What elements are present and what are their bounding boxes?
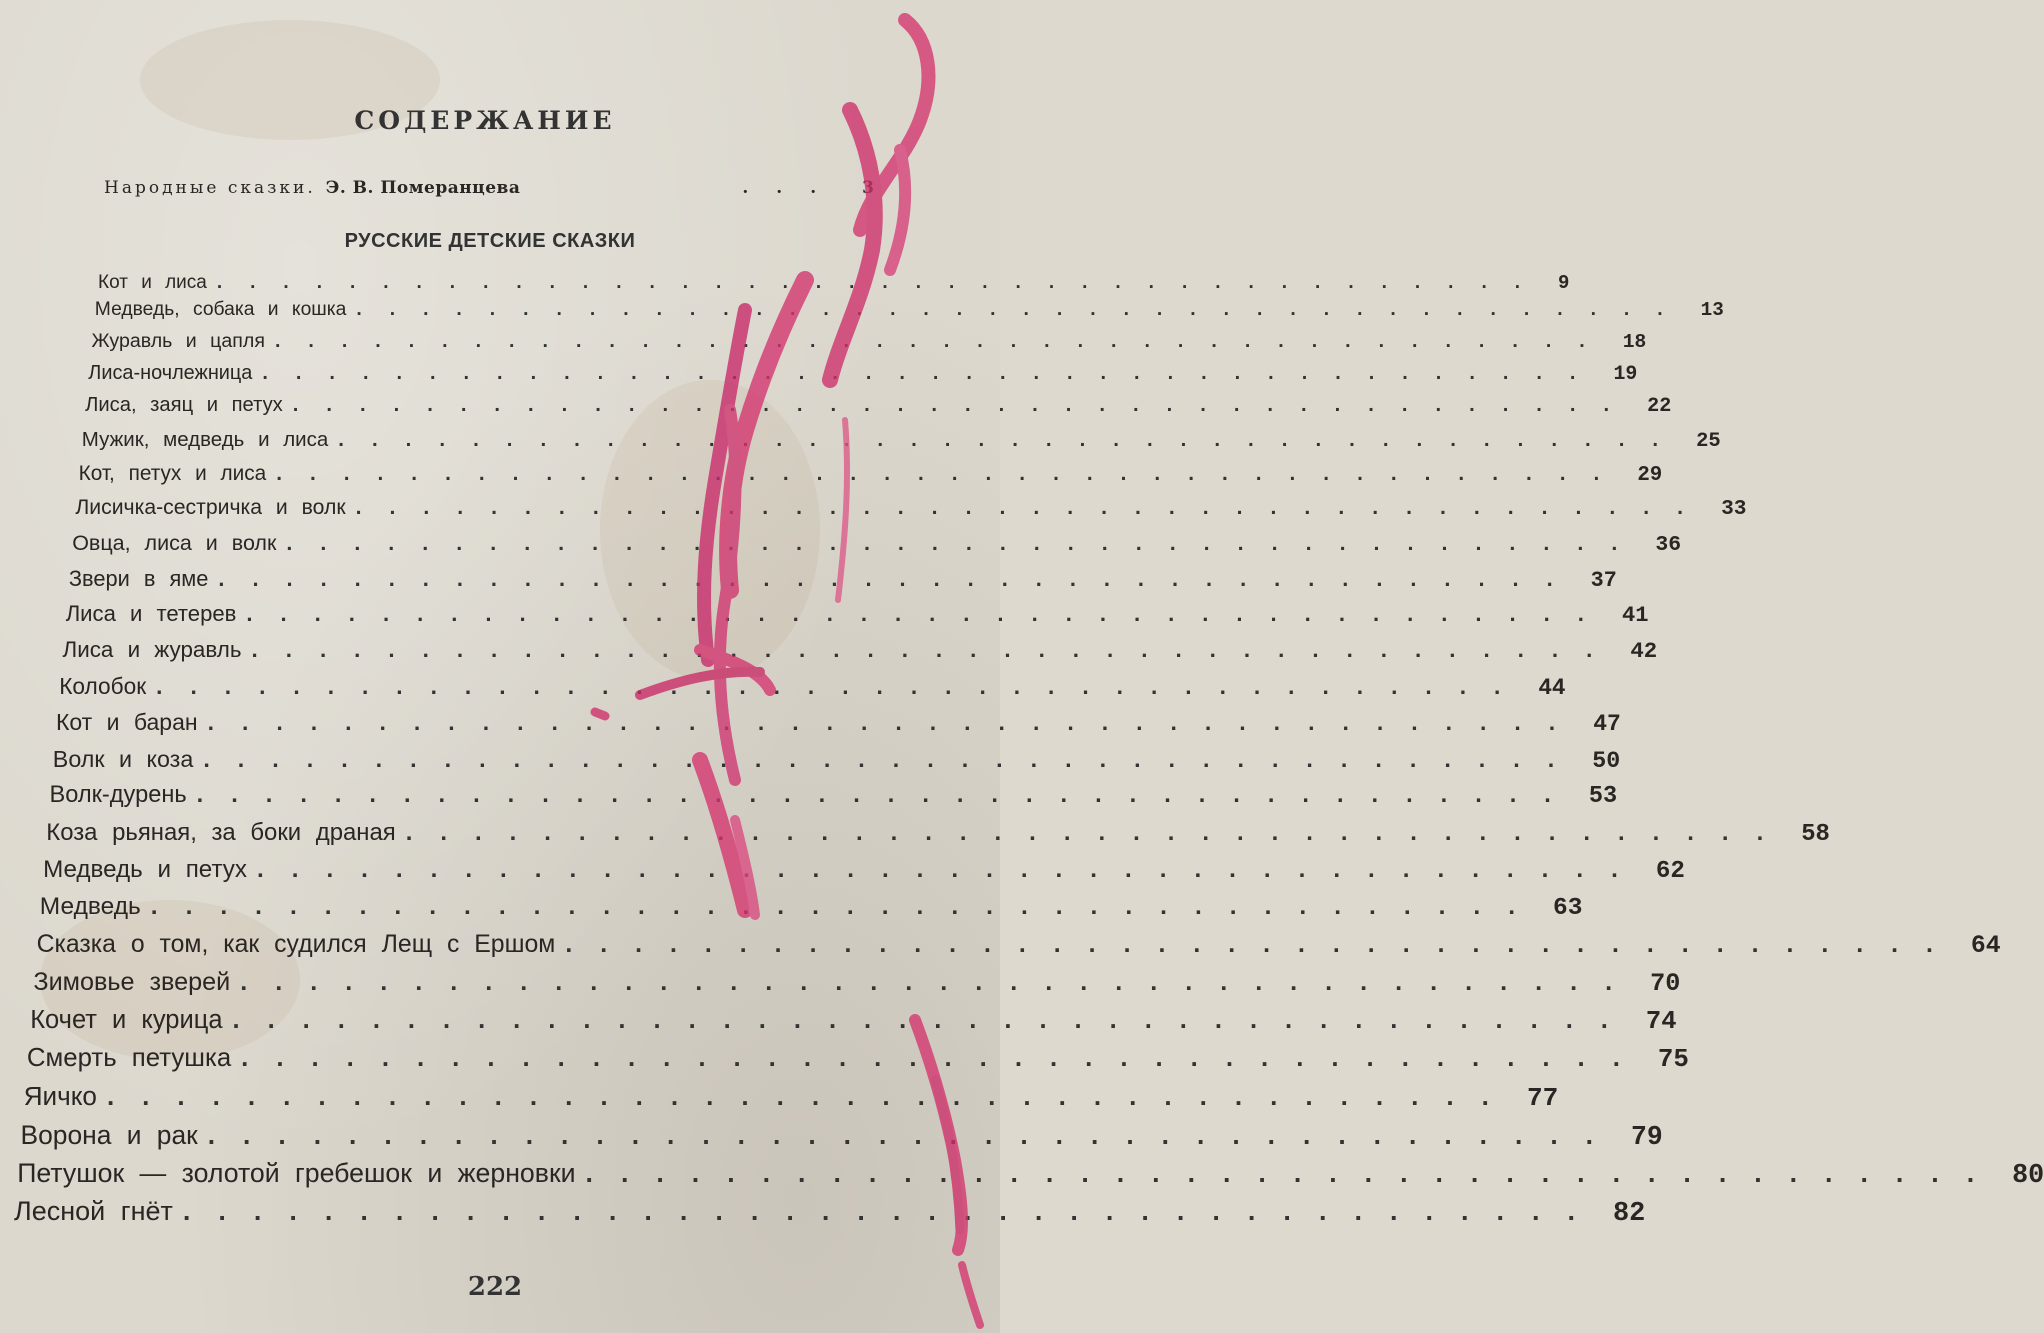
intro-title: Народные сказки. <box>104 178 316 198</box>
toc-entry <box>17 1157 2044 1193</box>
toc-entry-title: Волк и коза <box>52 745 194 772</box>
toc-entry-title: Лисичка-сестричка и волк <box>75 496 346 519</box>
toc-entry <box>30 1005 1677 1039</box>
toc-entry-page: 41 <box>1621 603 1649 629</box>
toc-entry-page: 62 <box>1655 858 1685 885</box>
toc-entry-title: Медведь, собака и кошка <box>94 299 347 321</box>
toc-entry-page: 82 <box>1612 1199 1646 1229</box>
dot-leader: ........................................ <box>207 1119 1621 1150</box>
toc-entry-page: 22 <box>1647 395 1672 419</box>
toc-entry-title: Колобок <box>59 672 147 699</box>
toc-entry-title: Медведь <box>39 893 141 921</box>
dot-leader: ... <box>742 178 845 198</box>
toc-entry-page: 77 <box>1526 1083 1559 1114</box>
toc-entry-title: Зимовье зверей <box>33 968 231 996</box>
toc-entry-page: 70 <box>1650 969 1681 998</box>
dot-leader: ........................................ <box>246 601 1612 627</box>
toc-entry <box>56 709 1621 739</box>
toc-entry-title: Лиса-ночлежница <box>88 361 253 384</box>
toc-entry <box>75 496 1747 524</box>
toc-entry <box>36 930 2001 963</box>
toc-entry-title: Журавль и цапля <box>91 329 265 352</box>
toc-entry-page: 25 <box>1696 429 1721 453</box>
toc-entry-title: Ворона и рак <box>20 1119 198 1150</box>
toc-entry-page: 80 <box>2012 1160 2044 1191</box>
toc-entry-page: 53 <box>1588 783 1618 811</box>
dot-leader: ........................................ <box>216 272 1549 293</box>
toc-entry <box>68 565 1617 594</box>
toc-entry <box>85 394 1672 420</box>
toc-entry-page: 79 <box>1631 1121 1663 1152</box>
toc-entry-page: 19 <box>1613 361 1638 385</box>
toc-entry-page: 13 <box>1700 299 1724 322</box>
toc-entry-title: Кот, петух и лиса <box>78 461 267 485</box>
section-title: РУССКИЕ ДЕТСКИЕ СКАЗКИ <box>344 230 636 252</box>
dot-leader: ........................................ <box>338 427 1687 451</box>
toc-entry <box>78 461 1663 489</box>
dot-leader: ........................................ <box>106 1081 1517 1112</box>
toc-entry <box>20 1119 1663 1154</box>
toc-entry-page: 33 <box>1721 497 1747 521</box>
dot-leader: ........................................ <box>203 745 1583 772</box>
dot-leader: ........................................ <box>241 1043 1648 1072</box>
toc-entry <box>72 530 1682 559</box>
dot-leader: ........................................ <box>156 672 1529 699</box>
toc-entry-title: Коза рьяная, за боки драная <box>46 819 396 846</box>
dot-leader: ........................................ <box>274 329 1613 352</box>
intro-page-number: 3 <box>862 178 874 198</box>
toc-entry-title: Сказка о том, как судился Лещ с Ершом <box>36 930 556 958</box>
toc-entry-title: Медведь и петух <box>43 856 247 883</box>
toc-entry-title: Лесной гнёт <box>14 1196 173 1226</box>
toc-entry-page: 75 <box>1657 1044 1689 1074</box>
toc-entry <box>91 329 1647 356</box>
contents-heading: СОДЕРЖАНИЕ <box>354 106 616 135</box>
dot-leader: ........................................ <box>262 361 1604 384</box>
dot-leader: ........................................ <box>207 709 1584 736</box>
toc-entry-title: Звери в яме <box>68 565 209 591</box>
toc-entry-title: Лиса и журавль <box>62 636 242 662</box>
toc-entry-title: Яичко <box>23 1081 97 1112</box>
dot-leader: ........................................ <box>257 856 1646 883</box>
toc-entry <box>65 601 1649 630</box>
intro-author: Э. В. Померанцева <box>325 178 521 198</box>
toc-entry <box>33 968 1681 1001</box>
dot-leader: ........................................ <box>276 461 1628 485</box>
toc-entry-title: Кот и баран <box>56 709 198 736</box>
toc-entry-page: 64 <box>1970 931 2001 960</box>
toc-entry <box>39 893 1583 925</box>
toc-entry-page: 50 <box>1592 747 1621 774</box>
page-number: 222 <box>467 1272 523 1302</box>
toc-entry <box>46 819 1830 850</box>
toc-entry-title: Лиса и тетерев <box>65 601 237 627</box>
toc-entry <box>88 361 1638 388</box>
toc-entry <box>52 745 1621 776</box>
toc-entry-page: 47 <box>1593 711 1621 738</box>
dot-leader: ........................................ <box>565 930 1961 958</box>
dot-leader: ........................................ <box>356 299 1691 321</box>
toc-entry-title: Смерть петушка <box>26 1043 232 1072</box>
dot-leader: ........................................ <box>585 1157 2003 1188</box>
toc-entry <box>26 1043 1689 1078</box>
toc-entry-title: Волк-дурень <box>49 782 187 809</box>
dot-leader: ........................................ <box>196 782 1579 809</box>
dot-leader: ........................................ <box>240 968 1641 996</box>
toc-entry-page: 58 <box>1801 821 1830 848</box>
dot-leader: ........................................ <box>232 1005 1636 1034</box>
dot-leader: ........................................ <box>218 565 1581 591</box>
toc-entry-page: 9 <box>1558 272 1570 294</box>
dot-leader: ........................................ <box>355 496 1712 519</box>
toc-entry-page: 42 <box>1630 637 1658 664</box>
dot-leader: ........................................ <box>405 819 1792 846</box>
toc-entry-title: Кочет и курица <box>30 1005 223 1034</box>
toc-entry-page: 44 <box>1538 674 1566 701</box>
toc-entry-page: 37 <box>1590 567 1617 593</box>
dot-leader: ........................................ <box>292 394 1638 417</box>
toc-entry <box>94 299 1724 324</box>
toc-entry <box>59 672 1566 703</box>
dot-leader: ........................................ <box>150 893 1544 921</box>
toc-entry <box>23 1081 1559 1115</box>
toc-entry-title: Лиса, заяц и петух <box>85 394 283 417</box>
toc-entry <box>43 856 1685 888</box>
dot-leader: ........................................ <box>286 530 1646 555</box>
toc-entry-page: 36 <box>1655 532 1682 557</box>
toc-entry <box>98 272 1570 297</box>
toc-entry-title: Кот и лиса <box>98 272 207 293</box>
dot-leader: ........................................ <box>251 636 1621 662</box>
toc-entry <box>62 636 1658 666</box>
toc-entry-page: 29 <box>1637 463 1663 487</box>
toc-entry-page: 74 <box>1645 1006 1677 1036</box>
toc-entry-title: Овца, лиса и волк <box>72 530 277 555</box>
toc-entry <box>81 427 1721 455</box>
toc-entry <box>14 1196 1646 1231</box>
dot-leader: ........................................ <box>182 1196 1603 1226</box>
toc-entry-page: 63 <box>1553 895 1583 923</box>
toc-entry-page: 18 <box>1622 330 1647 353</box>
toc-entry <box>49 782 1618 813</box>
toc-entry-title: Петушок — золотой гребешок и жерновки <box>17 1157 576 1188</box>
toc-entry-title: Мужик, медведь и лиса <box>81 427 329 451</box>
